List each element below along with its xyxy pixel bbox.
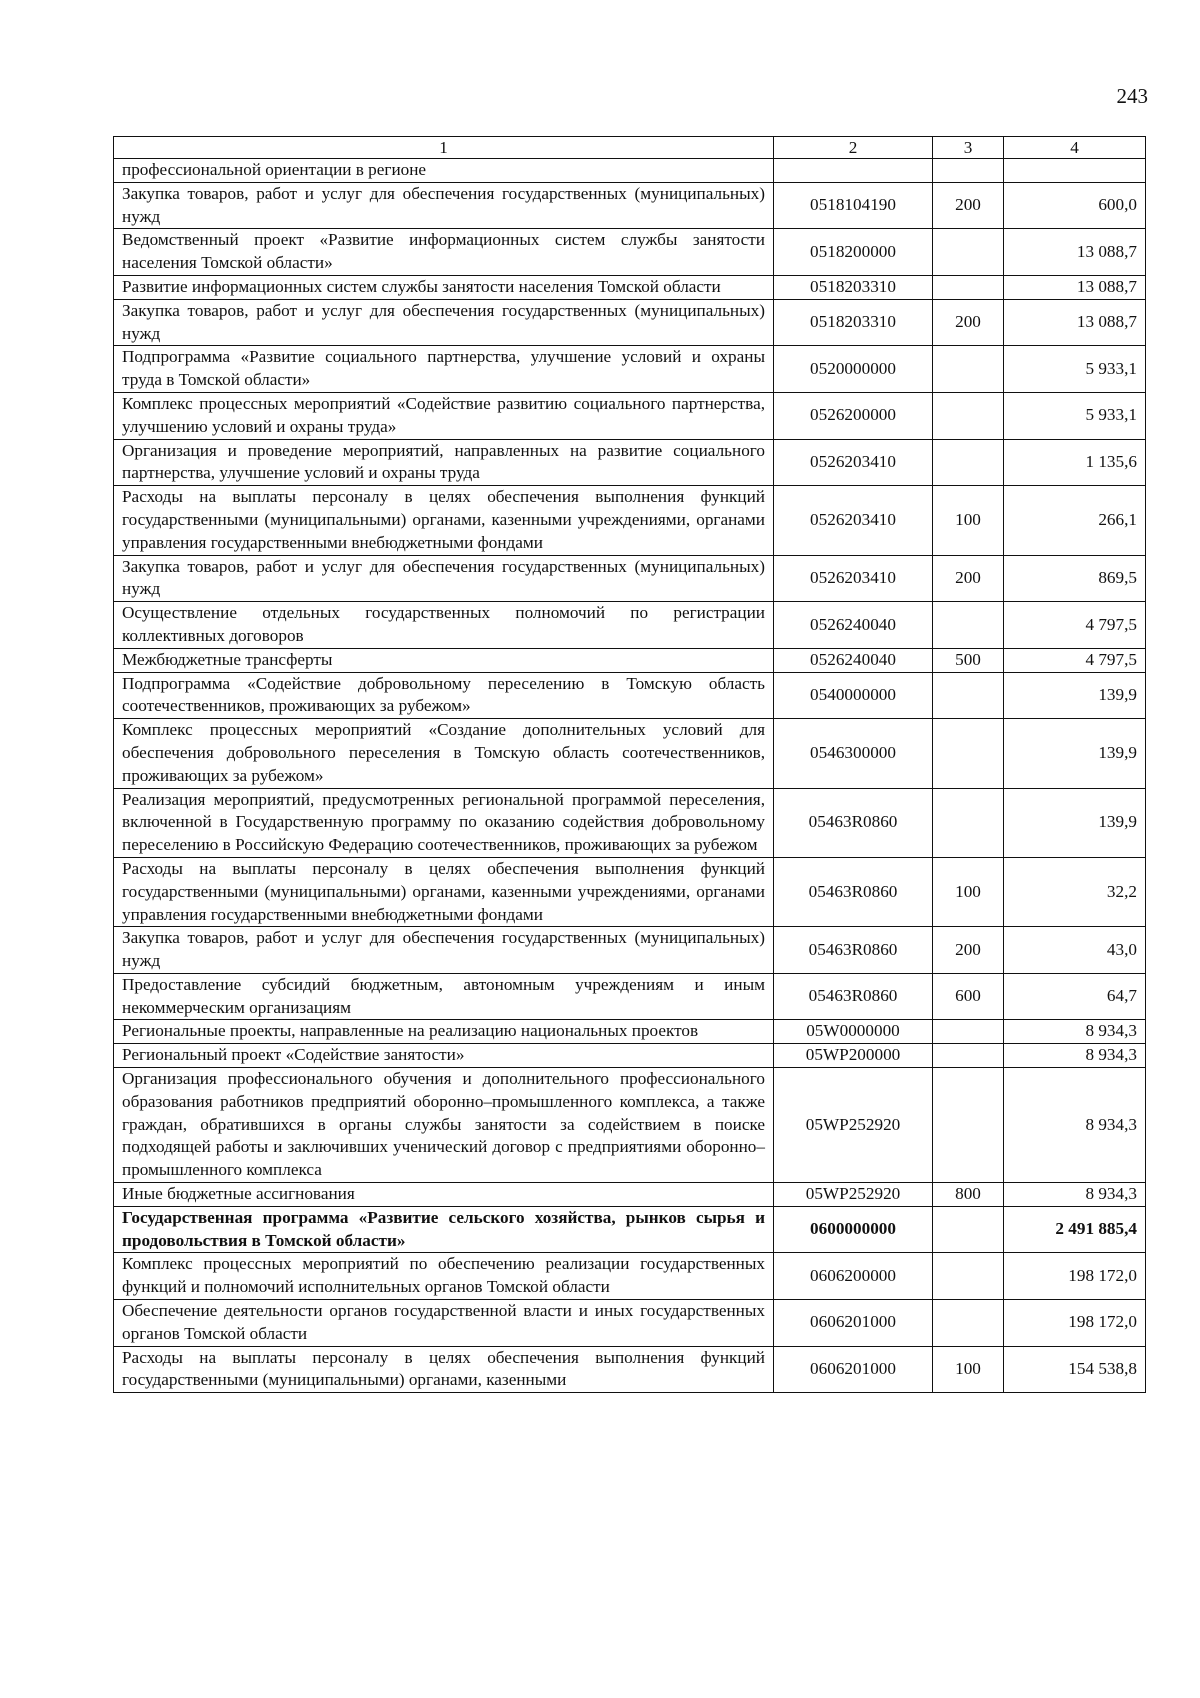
table-row — [114, 159, 1146, 183]
row-amount-cell: 266,1 — [1004, 486, 1146, 555]
row-amount-cell: 1 135,6 — [1004, 439, 1146, 486]
table-row — [114, 1020, 1146, 1044]
row-name-cell: Ведомственный проект «Развитие информационных систем службы занятости населения Томской области» — [114, 229, 774, 276]
row-code-cell — [774, 159, 933, 183]
row-amount-cell: 4 797,5 — [1004, 602, 1146, 649]
row-amount-cell: 198 172,0 — [1004, 1300, 1146, 1347]
row-amount-cell: 32,2 — [1004, 857, 1146, 926]
row-code-cell: 05463R0860 — [774, 927, 933, 974]
row-name-cell: Комплекс процессных мероприятий «Содействие развитию социального партнерства, улучшению условий и охраны труда» — [114, 392, 774, 439]
row-name-cell: Закупка товаров, работ и услуг для обеспечения государственных (муниципальных) нужд — [114, 299, 774, 346]
row-code-cell: 0526203410 — [774, 555, 933, 602]
column-header-1: 1 — [114, 137, 774, 159]
table-row — [114, 182, 1146, 229]
table-row — [114, 299, 1146, 346]
row-code-cell: 0518203310 — [774, 299, 933, 346]
column-header-4: 4 — [1004, 137, 1146, 159]
row-expense-type-cell: 200 — [933, 555, 1004, 602]
budget-table — [113, 136, 1146, 1393]
row-amount-cell: 869,5 — [1004, 555, 1146, 602]
row-name-cell: Подпрограмма «Содействие добровольному переселению в Томскую область соотечественников, проживающих за рубежом» — [114, 672, 774, 719]
row-expense-type-cell — [933, 229, 1004, 276]
row-expense-type-cell — [933, 159, 1004, 183]
table-row — [114, 602, 1146, 649]
row-name-cell: Обеспечение деятельности органов государственной власти и иных государственных органов Томской области — [114, 1300, 774, 1347]
row-expense-type-cell — [933, 1300, 1004, 1347]
row-name-cell: Государственная программа «Развитие сельского хозяйства, рынков сырья и продовольствия в Томской области» — [114, 1206, 774, 1253]
row-expense-type-cell — [933, 1044, 1004, 1068]
row-amount-cell: 154 538,8 — [1004, 1346, 1146, 1393]
page-number: 243 — [1116, 84, 1148, 108]
table-row — [114, 973, 1146, 1020]
row-amount-cell: 8 934,3 — [1004, 1020, 1146, 1044]
row-name-cell: Межбюджетные трансферты — [114, 648, 774, 672]
table-row — [114, 229, 1146, 276]
row-expense-type-cell — [933, 1068, 1004, 1183]
row-code-cell: 0526200000 — [774, 392, 933, 439]
table-row — [114, 486, 1146, 555]
row-name-cell: Предоставление субсидий бюджетным, автономным учреждениям и иным некоммерческим организациям — [114, 973, 774, 1020]
row-code-cell: 0518203310 — [774, 275, 933, 299]
row-code-cell: 0526203410 — [774, 439, 933, 486]
table-row — [114, 719, 1146, 788]
row-expense-type-cell — [933, 1020, 1004, 1044]
table-row — [114, 1183, 1146, 1207]
row-code-cell: 0606200000 — [774, 1253, 933, 1300]
row-name-cell: Региональный проект «Содействие занятости» — [114, 1044, 774, 1068]
row-code-cell: 0526240040 — [774, 602, 933, 649]
row-amount-cell: 13 088,7 — [1004, 299, 1146, 346]
row-amount-cell: 139,9 — [1004, 788, 1146, 857]
row-code-cell: 0518104190 — [774, 182, 933, 229]
row-code-cell: 0526203410 — [774, 486, 933, 555]
row-expense-type-cell: 100 — [933, 857, 1004, 926]
table-row — [114, 1253, 1146, 1300]
table-row — [114, 788, 1146, 857]
row-amount-cell: 4 797,5 — [1004, 648, 1146, 672]
row-name-cell: Расходы на выплаты персоналу в целях обеспечения выполнения функций государственными (муниципальными) органами, казенными — [114, 1346, 774, 1393]
row-code-cell: 0606201000 — [774, 1346, 933, 1393]
row-name-cell: Организация и проведение мероприятий, направленных на развитие социального партнерства, улучшение условий и охраны труда — [114, 439, 774, 486]
row-code-cell: 05W0000000 — [774, 1020, 933, 1044]
row-amount-cell — [1004, 159, 1146, 183]
table-row — [114, 275, 1146, 299]
table-row — [114, 1206, 1146, 1253]
row-amount-cell: 2 491 885,4 — [1004, 1206, 1146, 1253]
row-expense-type-cell: 100 — [933, 486, 1004, 555]
table-header-row — [114, 137, 1146, 159]
row-expense-type-cell — [933, 602, 1004, 649]
row-name-cell: Закупка товаров, работ и услуг для обеспечения государственных (муниципальных) нужд — [114, 555, 774, 602]
row-code-cell: 0520000000 — [774, 346, 933, 393]
row-expense-type-cell — [933, 346, 1004, 393]
row-expense-type-cell — [933, 392, 1004, 439]
row-name-cell: Расходы на выплаты персоналу в целях обеспечения выполнения функций государственными (муниципальными) органами, казенными учреждениями, органами управления государственными внебюджетными фондами — [114, 486, 774, 555]
table-body — [114, 159, 1146, 1393]
row-code-cell: 05463R0860 — [774, 973, 933, 1020]
row-expense-type-cell — [933, 1253, 1004, 1300]
row-code-cell: 05463R0860 — [774, 788, 933, 857]
row-amount-cell: 139,9 — [1004, 672, 1146, 719]
row-code-cell: 05463R0860 — [774, 857, 933, 926]
row-amount-cell: 5 933,1 — [1004, 392, 1146, 439]
row-expense-type-cell: 800 — [933, 1183, 1004, 1207]
row-expense-type-cell — [933, 719, 1004, 788]
table-row — [114, 1068, 1146, 1183]
row-expense-type-cell — [933, 439, 1004, 486]
row-amount-cell: 600,0 — [1004, 182, 1146, 229]
row-code-cell: 05WP252920 — [774, 1068, 933, 1183]
row-name-cell: Организация профессионального обучения и дополнительного профессионального образования работников предприятий оборонно–промышленного комплекса, а также граждан, обратившихся в органы службы занятости за содействием в поиске подходящей работы и заключивших ученический договор с предприятиями оборонно–промышленного комплекса — [114, 1068, 774, 1183]
table-row — [114, 555, 1146, 602]
row-code-cell: 0540000000 — [774, 672, 933, 719]
row-amount-cell: 43,0 — [1004, 927, 1146, 974]
row-amount-cell: 198 172,0 — [1004, 1253, 1146, 1300]
row-expense-type-cell — [933, 788, 1004, 857]
column-header-3: 3 — [933, 137, 1004, 159]
table-row — [114, 346, 1146, 393]
row-name-cell: профессиональной ориентации в регионе — [114, 159, 774, 183]
row-code-cell: 0546300000 — [774, 719, 933, 788]
row-name-cell: Иные бюджетные ассигнования — [114, 1183, 774, 1207]
row-code-cell: 05WP200000 — [774, 1044, 933, 1068]
row-amount-cell: 13 088,7 — [1004, 275, 1146, 299]
table-row — [114, 648, 1146, 672]
row-amount-cell: 8 934,3 — [1004, 1183, 1146, 1207]
row-amount-cell: 64,7 — [1004, 973, 1146, 1020]
row-expense-type-cell: 200 — [933, 299, 1004, 346]
table-row — [114, 392, 1146, 439]
row-name-cell: Реализация мероприятий, предусмотренных региональной программой переселения, включенной в Государственную программу по оказанию содействия добровольному переселению в Российскую Федерацию соотечественников, проживающих за рубежом — [114, 788, 774, 857]
row-expense-type-cell: 600 — [933, 973, 1004, 1020]
table-row — [114, 439, 1146, 486]
table-row — [114, 857, 1146, 926]
table-row — [114, 672, 1146, 719]
row-code-cell: 0518200000 — [774, 229, 933, 276]
row-code-cell: 0606201000 — [774, 1300, 933, 1347]
table-row — [114, 1346, 1146, 1393]
row-expense-type-cell: 100 — [933, 1346, 1004, 1393]
row-code-cell: 0600000000 — [774, 1206, 933, 1253]
row-expense-type-cell: 500 — [933, 648, 1004, 672]
table-row — [114, 927, 1146, 974]
row-name-cell: Развитие информационных систем службы занятости населения Томской области — [114, 275, 774, 299]
row-name-cell: Комплекс процессных мероприятий по обеспечению реализации государственных функций и полномочий исполнительных органов Томской области — [114, 1253, 774, 1300]
row-expense-type-cell — [933, 1206, 1004, 1253]
row-code-cell: 0526240040 — [774, 648, 933, 672]
row-name-cell: Расходы на выплаты персоналу в целях обеспечения выполнения функций государственными (муниципальными) органами, казенными учреждениями, органами управления государственными внебюджетными фондами — [114, 857, 774, 926]
row-amount-cell: 139,9 — [1004, 719, 1146, 788]
row-code-cell: 05WP252920 — [774, 1183, 933, 1207]
row-amount-cell: 13 088,7 — [1004, 229, 1146, 276]
row-expense-type-cell — [933, 672, 1004, 719]
row-expense-type-cell — [933, 275, 1004, 299]
row-amount-cell: 8 934,3 — [1004, 1044, 1146, 1068]
row-name-cell: Закупка товаров, работ и услуг для обеспечения государственных (муниципальных) нужд — [114, 182, 774, 229]
table-row — [114, 1044, 1146, 1068]
row-name-cell: Комплекс процессных мероприятий «Создание дополнительных условий для обеспечения добровольного переселения в Томскую область соотечественников, проживающих за рубежом» — [114, 719, 774, 788]
row-expense-type-cell: 200 — [933, 182, 1004, 229]
table-row — [114, 1300, 1146, 1347]
row-name-cell: Осуществление отдельных государственных полномочий по регистрации коллективных договоров — [114, 602, 774, 649]
row-name-cell: Региональные проекты, направленные на реализацию национальных проектов — [114, 1020, 774, 1044]
row-name-cell: Закупка товаров, работ и услуг для обеспечения государственных (муниципальных) нужд — [114, 927, 774, 974]
row-name-cell: Подпрограмма «Развитие социального партнерства, улучшение условий и охраны труда в Томской области» — [114, 346, 774, 393]
row-amount-cell: 5 933,1 — [1004, 346, 1146, 393]
column-header-2: 2 — [774, 137, 933, 159]
row-amount-cell: 8 934,3 — [1004, 1068, 1146, 1183]
row-expense-type-cell: 200 — [933, 927, 1004, 974]
